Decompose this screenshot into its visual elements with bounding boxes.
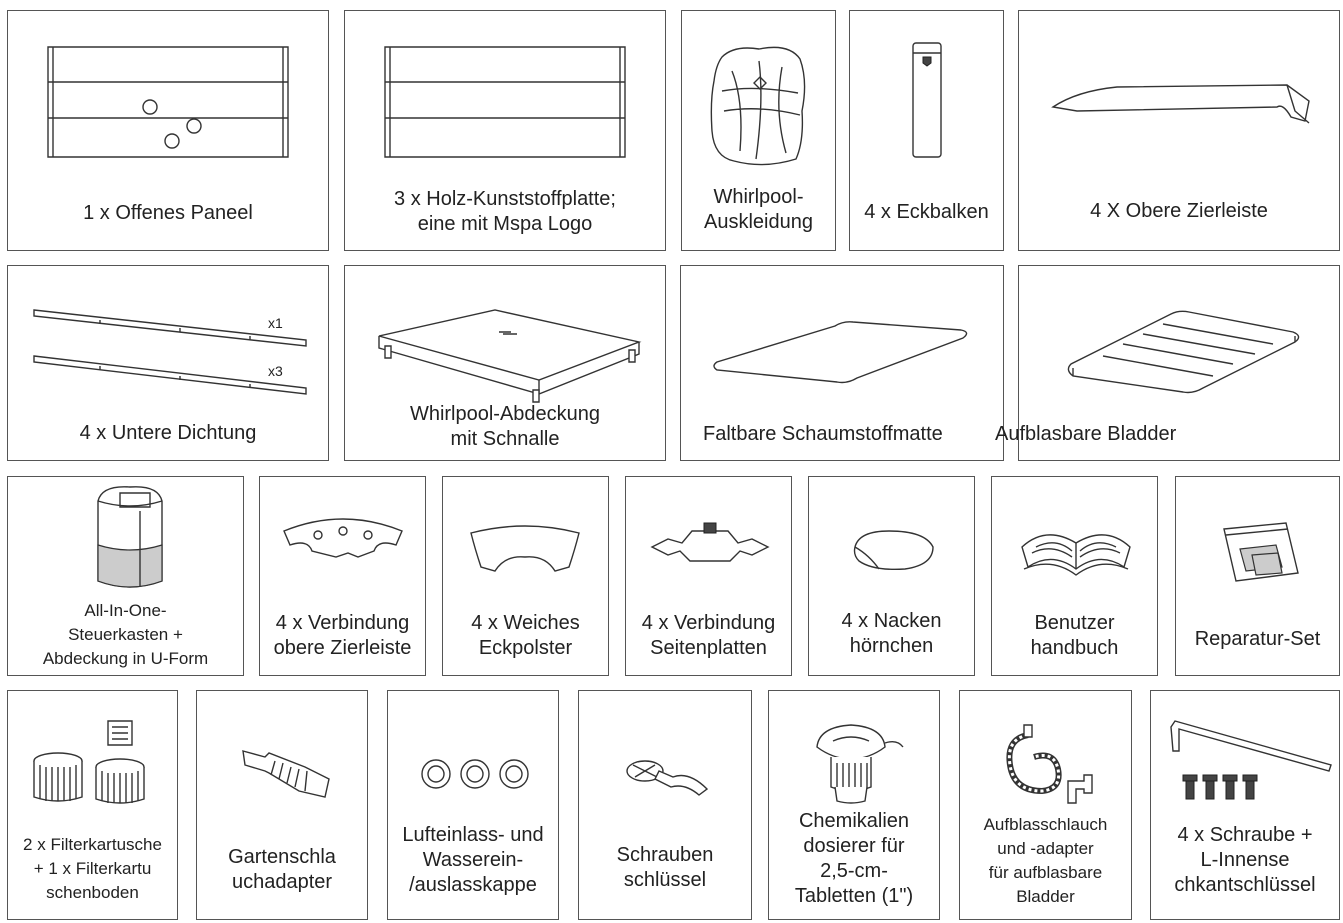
part-label: Faltbare Schaumstoffmatte bbox=[703, 423, 943, 445]
caps-icon bbox=[418, 757, 532, 791]
chemical-dispenser-icon bbox=[809, 717, 909, 807]
part-label: 4 X Obere Zierleiste bbox=[1090, 200, 1268, 222]
part-cell-kappen bbox=[387, 690, 559, 920]
part-label: Whirlpool- Auskleidung bbox=[704, 186, 813, 233]
bottom-seal-icon bbox=[30, 304, 320, 404]
manual-book-icon bbox=[1016, 517, 1136, 581]
corner-beam-icon bbox=[907, 39, 947, 161]
filter-cartridge-icon bbox=[30, 717, 160, 807]
part-cell-offenes-paneel bbox=[7, 10, 329, 251]
part-cell-filterkartusche bbox=[7, 690, 178, 920]
part-cell-verbindung-seitenplatten bbox=[625, 476, 792, 676]
part-cell-bladder bbox=[995, 265, 1340, 461]
part-label: Gartenschla uchadapter bbox=[228, 846, 336, 893]
part-label: 4 x Nacken hörnchen bbox=[841, 610, 942, 657]
part-cell-reparatur-set bbox=[1175, 476, 1340, 676]
part-cell-aufblasschlauch bbox=[959, 690, 1132, 920]
part-label: Lufteinlass- und Wasserein- /auslasskappe bbox=[402, 824, 544, 896]
corner-pad-icon bbox=[465, 519, 585, 579]
wrench-icon bbox=[623, 755, 713, 799]
hose-adapter-icon bbox=[235, 741, 335, 805]
part-cell-eckbalken bbox=[849, 10, 1004, 251]
part-cell-whirlpool-abdeckung bbox=[344, 265, 666, 461]
foam-mat-icon bbox=[707, 318, 977, 388]
trim-connector-icon bbox=[278, 511, 408, 571]
part-label: Schrauben schlüssel bbox=[616, 844, 714, 891]
part-cell-steuerkasten bbox=[7, 476, 244, 676]
repair-kit-icon bbox=[1210, 519, 1310, 589]
part-cell-eckpolster bbox=[442, 476, 609, 676]
side-plate-connector-icon bbox=[648, 521, 772, 571]
part-cell-verbindung-zierleiste bbox=[259, 476, 426, 676]
part-label: Aufblasbare Bladder bbox=[995, 423, 1177, 445]
part-label: Chemikalien dosierer für 2,5-cm- Tabletten (1") bbox=[794, 810, 914, 907]
part-cell-chemikaliendosierer bbox=[768, 690, 940, 920]
control-box-icon bbox=[80, 481, 180, 596]
part-label: 3 x Holz-Kunststoffplatte; eine mit Mspa Logo bbox=[394, 188, 616, 235]
liner-icon bbox=[704, 41, 814, 171]
part-cell-holz-kunststoffplatte bbox=[344, 10, 666, 251]
spa-cover-icon bbox=[375, 302, 645, 402]
part-label: 4 x Weiches Eckpolster bbox=[471, 612, 580, 659]
part-label: Whirlpool-Abdeckung mit Schnalle bbox=[409, 403, 601, 450]
part-label: 4 x Verbindung obere Zierleiste bbox=[273, 612, 412, 659]
inflation-hose-icon bbox=[998, 721, 1098, 811]
screws-allen-key-icon bbox=[1165, 717, 1335, 807]
part-cell-gartenschlauchadapter bbox=[196, 690, 368, 920]
open-panel-icon bbox=[44, 43, 294, 161]
part-label: 1 x Offenes Paneel bbox=[83, 202, 253, 224]
wood-plastic-board-icon bbox=[381, 43, 631, 161]
part-cell-whirlpool-auskleidung bbox=[681, 10, 836, 251]
part-label: Benutzer handbuch bbox=[1030, 612, 1119, 659]
part-cell-nackenhoernchen bbox=[808, 476, 975, 676]
neck-pillow-icon bbox=[849, 525, 939, 575]
part-cell-obere-zierleiste bbox=[1018, 10, 1340, 251]
part-label: 4 x Eckbalken bbox=[864, 201, 989, 223]
top-trim-icon bbox=[1047, 71, 1317, 141]
qty-x1-label: x1 bbox=[268, 315, 283, 331]
part-label: Aufblasschlauch und -adapter für aufblasbare Bladder bbox=[983, 815, 1108, 906]
part-label: All-In-One- Steuerkasten + Abdeckung in U-Form bbox=[42, 601, 209, 668]
part-label: 4 x Untere Dichtung bbox=[79, 422, 257, 444]
part-cell-schraube-schluessel bbox=[1150, 690, 1340, 920]
part-cell-untere-dichtung bbox=[7, 265, 329, 461]
inflatable-bladder-icon bbox=[1063, 306, 1303, 396]
part-label: 2 x Filterkartusche + 1 x Filterkartu schenboden bbox=[23, 835, 162, 902]
part-label: 4 x Verbindung Seitenplatten bbox=[641, 612, 776, 659]
qty-x3-label: x3 bbox=[268, 363, 283, 379]
part-cell-schraubenschluessel bbox=[578, 690, 752, 920]
part-cell-benutzerhandbuch bbox=[991, 476, 1158, 676]
part-cell-schaumstoffmatte bbox=[680, 265, 1004, 461]
part-label: Reparatur-Set bbox=[1194, 628, 1321, 650]
part-label: 4 x Schraube + L-Innense chkantschlüssel bbox=[1174, 824, 1316, 896]
